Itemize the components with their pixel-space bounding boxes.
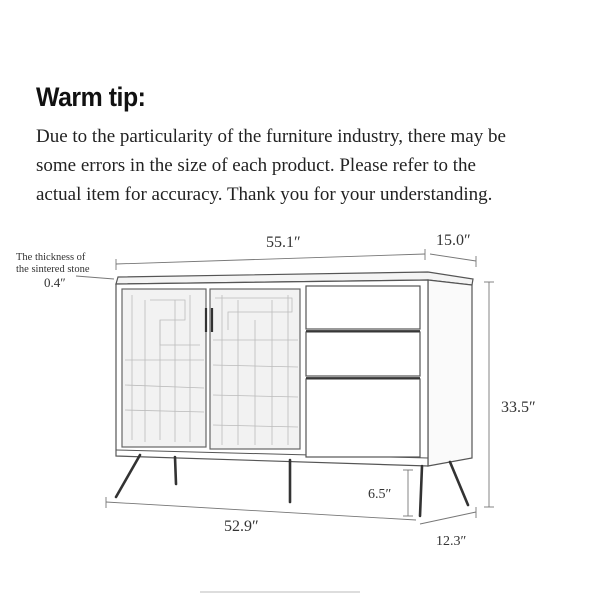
cabinet-side-panel bbox=[428, 280, 472, 466]
depth-top-label: 15.0″ bbox=[436, 232, 471, 249]
drawer-3 bbox=[306, 379, 420, 457]
width-top-label: 55.1″ bbox=[266, 234, 301, 251]
stone-note-line-2: the sintered stone bbox=[16, 264, 90, 275]
sideboard-drawing bbox=[116, 272, 473, 516]
leg-side-right bbox=[450, 462, 468, 505]
width-bottom-label: 52.9″ bbox=[224, 518, 259, 535]
depth-bottom-label: 12.3″ bbox=[436, 534, 467, 549]
notice-line-3: actual item for accuracy. Thank you for your understanding. bbox=[36, 184, 493, 205]
notice-line-2: some errors in the size of each product. Please refer to the bbox=[36, 155, 476, 176]
stone-note-value: 0.4″ bbox=[44, 275, 66, 290]
height-label: 33.5″ bbox=[501, 399, 536, 416]
drawer-1 bbox=[306, 286, 420, 329]
notice-line-1: Due to the particularity of the furniture industry, there may be bbox=[36, 126, 506, 147]
leg-height-label: 6.5″ bbox=[368, 487, 392, 502]
leg-front-left bbox=[116, 455, 140, 497]
leg-front-right bbox=[420, 466, 422, 516]
drawer-2 bbox=[306, 332, 420, 376]
glass-door-left bbox=[122, 289, 206, 447]
stone-note-line-1: The thickness of bbox=[16, 252, 86, 263]
warm-tip-title: Warm tip: bbox=[36, 82, 146, 112]
leg-back-left bbox=[175, 457, 176, 484]
